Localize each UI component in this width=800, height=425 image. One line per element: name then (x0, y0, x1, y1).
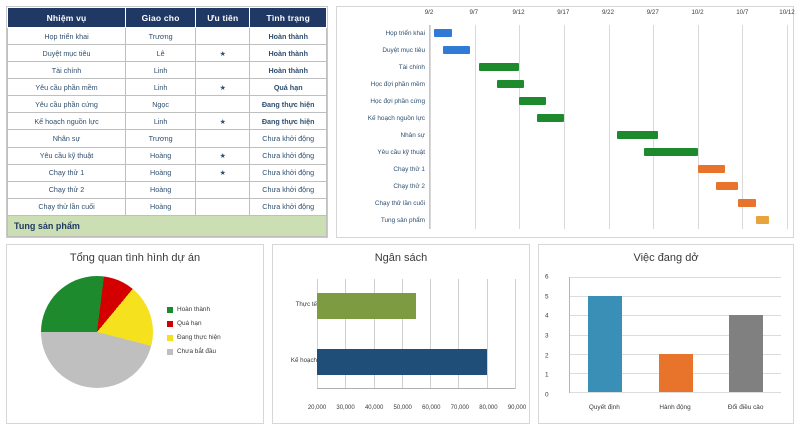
budget-category-label: Kế hoạch (290, 357, 317, 364)
budget-axis-line (317, 388, 515, 389)
open-items-y-label: 2 (545, 352, 549, 360)
table-row (8, 45, 327, 62)
cell-priority (196, 62, 250, 79)
budget-tick-label: 30,000 (336, 405, 355, 411)
open-items-y-label: 6 (545, 273, 549, 281)
gantt-bar (434, 29, 452, 37)
budget-gridline (487, 279, 488, 389)
gantt-bar (756, 216, 769, 224)
open-items-card (538, 244, 794, 424)
task-table (7, 7, 327, 237)
gantt-axis (424, 9, 795, 23)
gantt-task-label: Chạy thử 1 (393, 166, 425, 173)
budget-bar (317, 349, 487, 375)
open-items-bar (588, 296, 622, 392)
gantt-plot (429, 25, 787, 229)
col-task: Nhiệm vụ (8, 8, 126, 28)
cell-task: Yêu cầu kỹ thuật (8, 147, 126, 164)
cell-owner: Linh (126, 79, 196, 96)
cell-owner: Trương (126, 130, 196, 147)
budget-tick-label: 50,000 (393, 405, 412, 411)
top-row (6, 6, 794, 238)
cell-task: Chạy thử 1 (8, 164, 126, 181)
cell-owner: Linh (126, 113, 196, 130)
cell-owner: Hoàng (126, 164, 196, 181)
gantt-task-label: Duyệt mục tiêu (382, 47, 425, 54)
open-items-y-label: 5 (545, 293, 549, 301)
gantt-task-labels (337, 25, 429, 229)
table-row (8, 198, 327, 215)
gantt-task-label: Nhân sự (400, 132, 425, 139)
cell-priority: ★ (196, 45, 250, 62)
open-items-bar (659, 354, 693, 392)
legend-swatch (167, 321, 173, 327)
cell-status: Chưa khởi động (250, 130, 327, 147)
open-items-y-label: 3 (545, 332, 549, 340)
gantt-gridline (564, 25, 565, 229)
cell-status: Đang thực hiện (250, 113, 327, 130)
cell-owner: Ngọc (126, 96, 196, 113)
cell-task: Chạy thử 2 (8, 181, 126, 198)
gantt-gridline (519, 25, 520, 229)
gantt-gridline (787, 25, 788, 229)
cell-task: Kế hoạch nguồn lực (8, 113, 126, 130)
legend-swatch (167, 349, 173, 355)
gantt-chart (336, 6, 794, 238)
legend-label: Quá hạn (177, 320, 202, 327)
gantt-bar (644, 148, 698, 156)
open-items-y-label: 4 (545, 312, 549, 320)
cell-status: Chưa khởi động (250, 181, 327, 198)
cell-status: Hoàn thành (250, 45, 327, 62)
open-items-y-label: 1 (545, 371, 549, 379)
cell-priority (196, 198, 250, 215)
gantt-bar (716, 182, 738, 190)
gantt-bar (497, 80, 524, 88)
cell-status: Đang thực hiện (250, 96, 327, 113)
cell-status: Chưa khởi động (250, 164, 327, 181)
gantt-task-label: Tài chính (398, 64, 425, 71)
gantt-task-label: Yêu cầu kỹ thuật (377, 149, 425, 156)
footer-label: Tung sản phẩm (8, 216, 327, 237)
cell-owner: Linh (126, 62, 196, 79)
gantt-tick-label: 10/7 (736, 9, 749, 16)
open-items-x-label: Hành động (659, 404, 691, 411)
cell-task: Họp triển khai (8, 28, 126, 45)
col-status: Tình trạng (250, 8, 327, 28)
gantt-task-label: Chạy thử lần cuối (374, 200, 425, 207)
gantt-task-label: Kế hoạch nguồn lực (367, 115, 425, 122)
cell-task: Nhân sự (8, 130, 126, 147)
gantt-gridline (653, 25, 654, 229)
cell-priority: ★ (196, 113, 250, 130)
table-header-row (8, 8, 327, 28)
gantt-gridlines (430, 25, 787, 229)
legend-label: Chưa bắt đầu (177, 348, 217, 355)
gantt-gridline (698, 25, 699, 229)
open-items-title: Việc đang dở (633, 252, 699, 264)
cell-priority: ★ (196, 147, 250, 164)
legend-swatch (167, 335, 173, 341)
gantt-task-label: Học đợi phần cứng (370, 98, 425, 105)
cell-priority (196, 181, 250, 198)
pie-chart (41, 276, 153, 388)
gantt-tick-label: 9/17 (557, 9, 570, 16)
cell-owner: Hoàng (126, 147, 196, 164)
open-items-bar (729, 315, 763, 392)
cell-status: Chưa khởi động (250, 147, 327, 164)
legend-swatch (167, 307, 173, 313)
project-overview-card (6, 244, 264, 424)
table-row (8, 113, 327, 130)
gantt-tick-label: 9/22 (601, 9, 615, 16)
budget-plot (317, 279, 515, 389)
gantt-gridline (475, 25, 476, 229)
gantt-tick-label: 9/12 (512, 9, 525, 16)
cell-status: Hoàn thành (250, 62, 327, 79)
table-footer-row (8, 216, 327, 237)
cell-task: Yêu cầu phần cứng (8, 96, 126, 113)
open-items-x-label: Quyết định (588, 404, 620, 411)
budget-tick-label: 90,000 (507, 405, 527, 411)
legend-item (167, 348, 221, 355)
cell-owner: Lê (126, 45, 196, 62)
legend-label: Đang thực hiện (177, 334, 221, 341)
gantt-tick-label: 9/2 (424, 9, 434, 16)
pie-area (7, 264, 263, 404)
cell-task: Duyệt mục tiêu (8, 45, 126, 62)
budget-category-label: Thực tế (295, 301, 317, 308)
task-table-body (8, 28, 327, 216)
gantt-bar (519, 97, 546, 105)
table-row (8, 130, 327, 147)
gantt-tick-label: 9/27 (646, 9, 659, 16)
col-owner: Giao cho (126, 8, 196, 28)
cell-owner: Hoàng (126, 181, 196, 198)
budget-tick-label: 80,000 (479, 405, 498, 411)
budget-tick-label: 60,000 (422, 405, 441, 411)
cell-priority (196, 28, 250, 45)
gantt-bar (537, 114, 564, 122)
gantt-tick-label: 10/2 (691, 9, 704, 16)
cell-owner: Hoàng (126, 198, 196, 215)
budget-bar (317, 293, 416, 319)
budget-card (272, 244, 530, 424)
cell-owner: Trương (126, 28, 196, 45)
gantt-bar (617, 131, 657, 139)
cell-task: Chạy thử lần cuối (8, 198, 126, 215)
gantt-tick-label: 10/12 (779, 9, 795, 16)
budget-tick-label: 20,000 (307, 405, 327, 411)
open-items-gridline (570, 277, 781, 278)
open-items-x-label: Đổi điều cảo (727, 404, 764, 411)
gantt-gridline (609, 25, 610, 229)
legend-label: Hoàn thành (177, 306, 211, 313)
gantt-bar (698, 165, 725, 173)
cell-task: Yêu cầu phần mềm (8, 79, 126, 96)
gantt-tick-label: 9/7 (469, 9, 479, 16)
col-priority: Ưu tiên (196, 8, 250, 28)
cell-priority: ★ (196, 79, 250, 96)
table-row (8, 79, 327, 96)
open-items-plot (569, 277, 781, 393)
table-row (8, 28, 327, 45)
pie-legend (167, 306, 221, 362)
project-overview-title: Tổng quan tình hình dự án (69, 252, 201, 264)
cell-task: Tài chính (8, 62, 126, 79)
task-table-panel (6, 6, 328, 238)
legend-item (167, 334, 221, 341)
budget-tick-label: 40,000 (364, 405, 384, 411)
gantt-bar (443, 46, 470, 54)
legend-item (167, 320, 221, 327)
budget-title: Ngân sách (374, 252, 428, 264)
cell-priority: ★ (196, 164, 250, 181)
cell-status: Chưa khởi động (250, 198, 327, 215)
gantt-task-label: Họp triển khai (385, 30, 425, 37)
gantt-bar (738, 199, 756, 207)
gantt-task-label: Học đợi phần mềm (370, 81, 425, 88)
cell-priority (196, 130, 250, 147)
table-row (8, 96, 327, 113)
bottom-row (6, 244, 794, 424)
cell-priority (196, 96, 250, 113)
table-row (8, 147, 327, 164)
open-items-y-label: 0 (545, 391, 549, 399)
table-row (8, 181, 327, 198)
gantt-task-label: Chạy thử 2 (393, 183, 425, 190)
table-row (8, 164, 327, 181)
gantt-task-label: Tung sản phẩm (380, 217, 425, 224)
open-items-gridline (570, 392, 781, 393)
gantt-bar (479, 63, 519, 71)
cell-status: Quá hạn (250, 79, 327, 96)
cell-status: Hoàn thành (250, 28, 327, 45)
table-row (8, 62, 327, 79)
gantt-gridline (430, 25, 431, 229)
budget-gridline (515, 279, 516, 389)
budget-tick-label: 70,000 (450, 405, 470, 411)
legend-item (167, 306, 221, 313)
